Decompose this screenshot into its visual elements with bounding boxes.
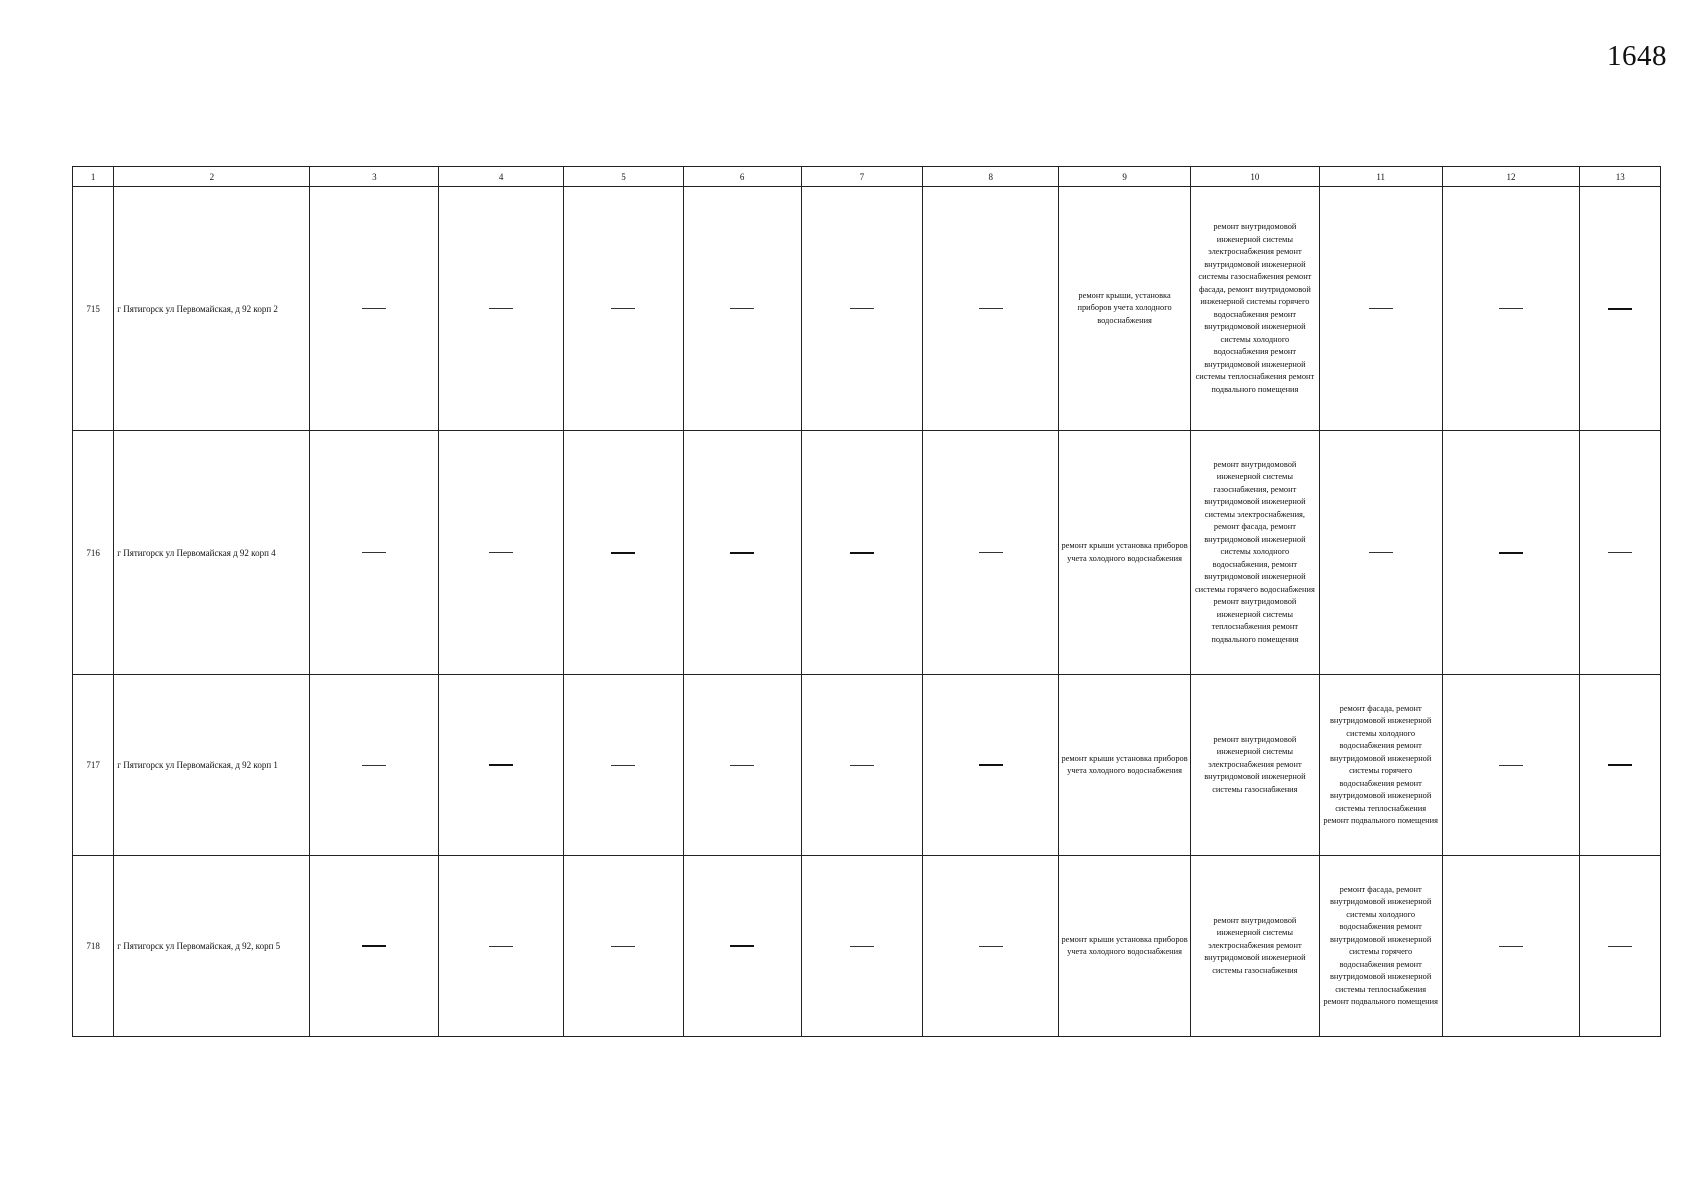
work-description-cell: ремонт внутридомовой инженерной системы газоснабжения, ремонт внутридомовой инженерной системы электроснабжения, ремонт фасада, ремонт внутридомовой инженерной системы холодного водоснабжения, ремонт внутридомовой инженерной системы горячего водоснабжения ремонт внутридомовой инженерной системы теплоснабжения ремонт подвального помещения <box>1190 431 1319 675</box>
empty-cell <box>439 187 564 431</box>
work-description-cell: ремонт крыши, установка приборов учета холодного водоснабжения <box>1059 187 1191 431</box>
dash-mark <box>362 308 386 309</box>
column-header: 12 <box>1442 167 1580 187</box>
dash-mark <box>489 308 513 309</box>
empty-cell <box>1319 431 1442 675</box>
dash-mark <box>850 308 874 309</box>
work-description-cell: ремонт внутридомовой инженерной системы электроснабжения ремонт внутридомовой инженерной системы газоснабжения ремонт фасада, ремонт внутридомовой инженерной системы горячего водоснабжения ремонт внутридомовой инженерной системы холодного водоснабжения ремонт внутридомовой инженерной системы теплоснабжения ремонт подвального помещения <box>1190 187 1319 431</box>
dash-mark <box>362 945 386 947</box>
empty-cell <box>310 856 439 1037</box>
column-header: 3 <box>310 167 439 187</box>
empty-cell <box>439 675 564 856</box>
address-cell: г Пятигорск ул Первомайская, д 92 корп 1 <box>114 675 310 856</box>
dash-mark <box>1499 946 1523 947</box>
address-cell: г Пятигорск ул Первомайская, д 92 корп 2 <box>114 187 310 431</box>
work-description-cell: ремонт крыши установка приборов учета холодного водоснабжения <box>1059 856 1191 1037</box>
column-header: 9 <box>1059 167 1191 187</box>
dash-mark <box>730 945 754 947</box>
empty-cell <box>310 187 439 431</box>
page-number: 1648 <box>1607 40 1667 72</box>
column-header: 7 <box>801 167 923 187</box>
dash-mark <box>362 552 386 553</box>
address-cell: г Пятигорск ул Первомайская д 92 корп 4 <box>114 431 310 675</box>
dash-mark <box>1608 552 1632 553</box>
dash-mark <box>979 946 1003 947</box>
dash-mark <box>1608 946 1632 947</box>
row-number: 717 <box>73 675 114 856</box>
empty-cell <box>1442 856 1580 1037</box>
empty-cell <box>310 675 439 856</box>
dash-mark <box>850 765 874 766</box>
table-row <box>73 431 1661 675</box>
column-header: 4 <box>439 167 564 187</box>
dash-mark <box>1608 308 1632 310</box>
dash-mark <box>850 552 874 554</box>
empty-cell <box>801 856 923 1037</box>
table-row <box>73 187 1661 431</box>
table-row <box>73 856 1661 1037</box>
dash-mark <box>611 946 635 947</box>
dash-mark <box>979 764 1003 766</box>
work-description-cell: ремонт внутридомовой инженерной системы электроснабжения ремонт внутридомовой инженерной системы газоснабжения <box>1190 675 1319 856</box>
dash-mark <box>611 765 635 766</box>
column-header: 10 <box>1190 167 1319 187</box>
dash-mark <box>1369 308 1393 309</box>
empty-cell <box>1442 675 1580 856</box>
row-number: 715 <box>73 187 114 431</box>
dash-mark <box>1499 552 1523 554</box>
empty-cell <box>683 856 801 1037</box>
empty-cell <box>801 431 923 675</box>
header-row <box>73 167 1661 187</box>
dash-mark <box>850 946 874 947</box>
dash-mark <box>489 764 513 766</box>
empty-cell <box>923 856 1059 1037</box>
dash-mark <box>1608 764 1632 766</box>
empty-cell <box>801 187 923 431</box>
column-header: 11 <box>1319 167 1442 187</box>
empty-cell <box>439 431 564 675</box>
dash-mark <box>730 765 754 766</box>
column-header: 13 <box>1580 167 1661 187</box>
empty-cell <box>683 431 801 675</box>
empty-cell <box>439 856 564 1037</box>
empty-cell <box>564 187 684 431</box>
dash-mark <box>362 765 386 766</box>
empty-cell <box>1580 856 1661 1037</box>
column-header: 8 <box>923 167 1059 187</box>
empty-cell <box>1442 187 1580 431</box>
column-header: 5 <box>564 167 684 187</box>
dash-mark <box>1499 765 1523 766</box>
table-row <box>73 675 1661 856</box>
empty-cell <box>801 675 923 856</box>
column-header: 1 <box>73 167 114 187</box>
dash-mark <box>979 308 1003 309</box>
row-number: 718 <box>73 856 114 1037</box>
dash-mark <box>611 552 635 554</box>
column-header: 2 <box>114 167 310 187</box>
empty-cell <box>1319 187 1442 431</box>
dash-mark <box>730 552 754 554</box>
column-header: 6 <box>683 167 801 187</box>
address-cell: г Пятигорск ул Первомайская, д 92, корп 5 <box>114 856 310 1037</box>
works-table <box>72 166 1661 1037</box>
dash-mark <box>489 946 513 947</box>
empty-cell <box>310 431 439 675</box>
dash-mark <box>489 552 513 553</box>
work-description-cell: ремонт крыши установка приборов учета холодного водоснабжения <box>1059 675 1191 856</box>
work-description-cell: ремонт фасада, ремонт внутридомовой инженерной системы холодного водоснабжения ремонт внутридомовой инженерной системы горячего водоснабжения ремонт внутридомовой инженерной системы теплоснабжения ремонт подвального помещения <box>1319 675 1442 856</box>
empty-cell <box>564 675 684 856</box>
empty-cell <box>683 675 801 856</box>
work-description-cell: ремонт крыши установка приборов учета холодного водоснабжения <box>1059 431 1191 675</box>
empty-cell <box>923 431 1059 675</box>
work-description-cell: ремонт фасада, ремонт внутридомовой инженерной системы холодного водоснабжения ремонт внутридомовой инженерной системы горячего водоснабжения ремонт внутридомовой инженерной системы теплоснабжения ремонт подвального помещения <box>1319 856 1442 1037</box>
empty-cell <box>683 187 801 431</box>
work-description-cell: ремонт внутридомовой инженерной системы электроснабжения ремонт внутридомовой инженерной системы газоснабжения <box>1190 856 1319 1037</box>
empty-cell <box>923 187 1059 431</box>
empty-cell <box>1442 431 1580 675</box>
dash-mark <box>730 308 754 309</box>
dash-mark <box>979 552 1003 553</box>
empty-cell <box>1580 431 1661 675</box>
dash-mark <box>1499 308 1523 309</box>
empty-cell <box>923 675 1059 856</box>
empty-cell <box>1580 187 1661 431</box>
dash-mark <box>1369 552 1393 553</box>
row-number: 716 <box>73 431 114 675</box>
empty-cell <box>564 431 684 675</box>
empty-cell <box>1580 675 1661 856</box>
dash-mark <box>611 308 635 309</box>
empty-cell <box>564 856 684 1037</box>
